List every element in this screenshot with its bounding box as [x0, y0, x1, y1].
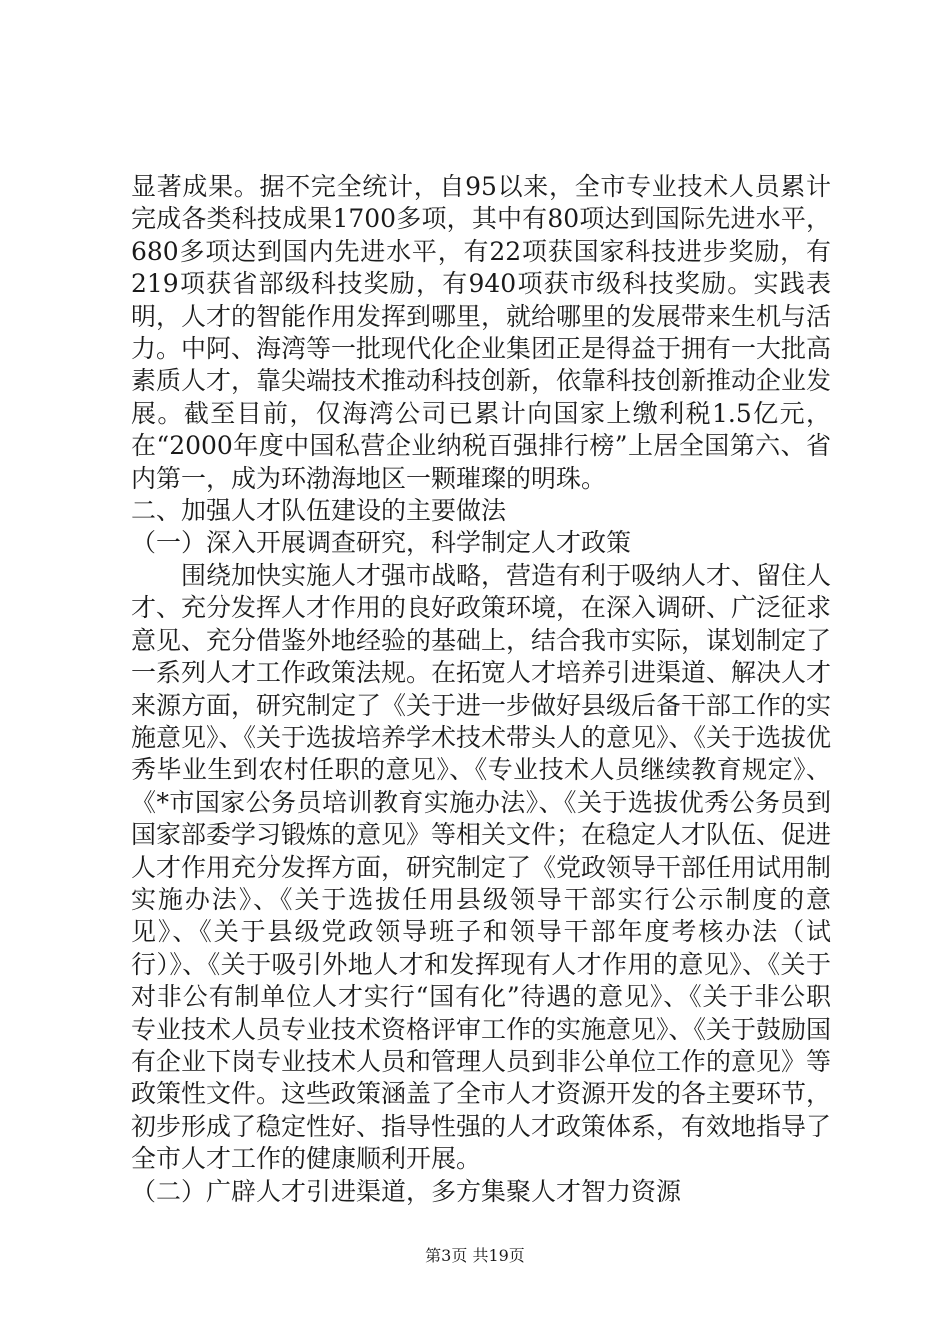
page-footer: 第3页 共19页	[425, 1246, 525, 1265]
document-body	[131, 171, 831, 1208]
subsection-heading-2: （二）广辟人才引进渠道，多方集聚人才智力资源	[131, 1176, 682, 1206]
section-heading: 二、加强人才队伍建设的主要做法	[131, 496, 507, 526]
paragraph-policy: 围绕加快实施人才强市战略，营造有利于吸纳人才、留住人才、充分发挥人才作用的良好政策环境，在深入调研、广泛征求意见、充分借鉴外地经验的基础上，结合我市实际，谋划制定了一系列人才工作政策法规。在拓宽人才培养引进渠道、解决人才来源方面，研究制定了《关于进一步做好县级后备干部工作的实施意见》、《关于选拔培养学术技术带头人的意见》、《关于选拔优秀毕业生到农村任职的意见》、《专业技术人员继续教育规定》、《*市国家公务员培训教育实施办法》、《关于选拔优秀公务员到国家部委学习锻炼的意见》等相关文件；在稳定人才队伍、促进人才作用充分发挥方面，研究制定了《党政领导干部任用试用制实施办法》、《关于选拔任用县级领导干部实行公示制度的意见》、《关于县级党政领导班子和领导干部年度考核办法（试行）》、《关于吸引外地人才和发挥现有人才作用的意见》、《关于对非公有制单位人才实行“国有化”待遇的意见》、《关于非公职专业技术人员专业技术资格评审工作的实施意见》、《关于鼓励国有企业下岗专业技术人员和管理人员到非公单位工作的意见》等政策性文件。这些政策涵盖了全市人才资源开发的各主要环节，初步形成了稳定性好、指导性强的人才政策体系，有效地指导了全市人才工作的健康顺利开展。	[131, 560, 832, 1174]
paragraph-continued: 显著成果。据不完全统计，自95以来，全市专业技术人员累计完成各类科技成果1700多项，其中有80项达到国际先进水平，680多项达到国内先进水平，有22项获国家科技进步奖励，有219项获省部级科技奖励，有940项获市级科技奖励。实践表明，人才的智能作用发挥到哪里，就给哪里的发展带来生机与活力。中阿、海湾等一批现代化企业集团正是得益于拥有一大批高素质人才，靠尖端技术推动科技创新，依靠科技创新推动企业发展。截至目前，仅海湾公司已累计向国家上缴利税1.5亿元，在“2000年度中国私营企业纳税百强排行榜”上居全国第六、省内第一，成为环渤海地区一颗璀璨的明珠。	[131, 172, 832, 493]
subsection-heading-1: （一）深入开展调查研究，科学制定人才政策	[131, 528, 632, 558]
